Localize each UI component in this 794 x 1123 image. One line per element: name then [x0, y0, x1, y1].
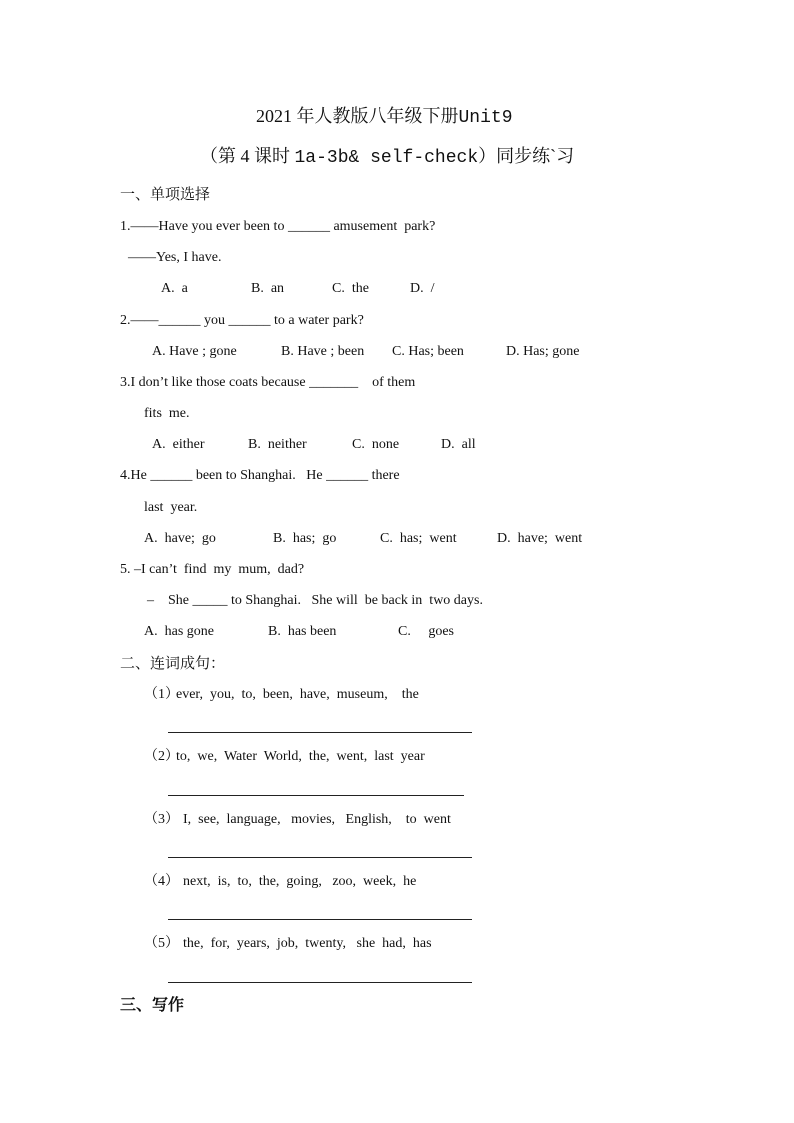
q3-stem: 3.I don’t like those coats because _______ of them	[120, 375, 416, 390]
s2-item-5-words: the, for, years, job, twenty, she had, has	[176, 936, 432, 951]
s2-item-2-number: （2）	[144, 749, 179, 764]
q1-reply: ——Yes, I have.	[128, 250, 222, 265]
q2-option-c: C. Has; been	[392, 344, 464, 359]
q3-option-d: D. all	[441, 437, 476, 452]
q5-reply: She _____ to Shanghai. She will be back in two days.	[168, 593, 483, 608]
q1-stem: 1.——Have you ever been to ______ amusement park?	[120, 219, 436, 234]
s2-item-1-words: ever, you, to, been, have, museum, the	[176, 687, 419, 702]
s2-item-1-number: （1）	[144, 687, 179, 702]
q3-option-a: A. either	[152, 437, 205, 452]
q5-stem: 5. –I can’t find my mum, dad?	[120, 562, 305, 577]
section-3-heading: 三、写作	[120, 997, 185, 1014]
q4-continuation: last year.	[144, 500, 198, 515]
q2-option-d: D. Has; gone	[506, 344, 580, 359]
q3-continuation: fits me.	[144, 406, 190, 421]
title-lesson-close: ）同步练`习	[478, 146, 575, 166]
s2-item-5-answer-line[interactable]	[168, 982, 472, 983]
s2-item-4-answer-line[interactable]	[168, 919, 472, 920]
q4-option-d: D. have; went	[497, 531, 583, 546]
q4-option-c: C. has; went	[380, 531, 457, 546]
q5-option-c: C. goes	[398, 624, 454, 639]
q2-option-a: A. Have ; gone	[152, 344, 237, 359]
q5-option-b: B. has been	[268, 624, 337, 639]
q1-option-d: D. /	[410, 281, 435, 296]
s2-item-3-words: I, see, language, movies, English, to went	[176, 812, 451, 827]
q3-option-b: B. neither	[248, 437, 307, 452]
q4-option-a: A. have; go	[144, 531, 216, 546]
s2-item-3-number: （3）	[144, 812, 179, 827]
title-line-2	[200, 146, 574, 168]
s2-item-3-answer-line[interactable]	[168, 857, 472, 858]
q2-option-b: B. Have ; been	[281, 344, 365, 359]
title-main-text: 2021 年人教版八年级下册	[256, 106, 459, 126]
s2-item-4-number: （4）	[144, 874, 179, 889]
s2-item-1-answer-line[interactable]	[168, 732, 472, 733]
q5-option-a: A. has gone	[144, 624, 214, 639]
q5-dash: –	[147, 593, 154, 608]
q1-option-a: A. a	[161, 281, 188, 296]
section-2-heading: 二、连词成句：	[120, 656, 226, 672]
title-line-1	[256, 106, 513, 128]
s2-item-5-number: （5）	[144, 936, 179, 951]
q3-option-c: C. none	[352, 437, 400, 452]
s2-item-2-answer-line[interactable]	[168, 795, 464, 796]
s2-item-4-words: next, is, to, the, going, zoo, week, he	[176, 874, 417, 889]
q1-option-c: C. the	[332, 281, 369, 296]
q2-stem: 2.——______ you ______ to a water park?	[120, 313, 364, 328]
s2-item-2-words: to, we, Water World, the, went, last year	[176, 749, 425, 764]
title-lesson-code: 1a-3b& self-check	[294, 148, 479, 168]
section-1-heading: 一、单项选择	[120, 187, 211, 203]
q1-option-b: B. an	[251, 281, 285, 296]
q4-option-b: B. has; go	[273, 531, 337, 546]
title-lesson-open: （第 4 课时	[200, 146, 295, 166]
title-unit-text: Unit9	[458, 108, 513, 128]
q4-stem: 4.He ______ been to Shanghai. He ______ there	[120, 468, 400, 483]
